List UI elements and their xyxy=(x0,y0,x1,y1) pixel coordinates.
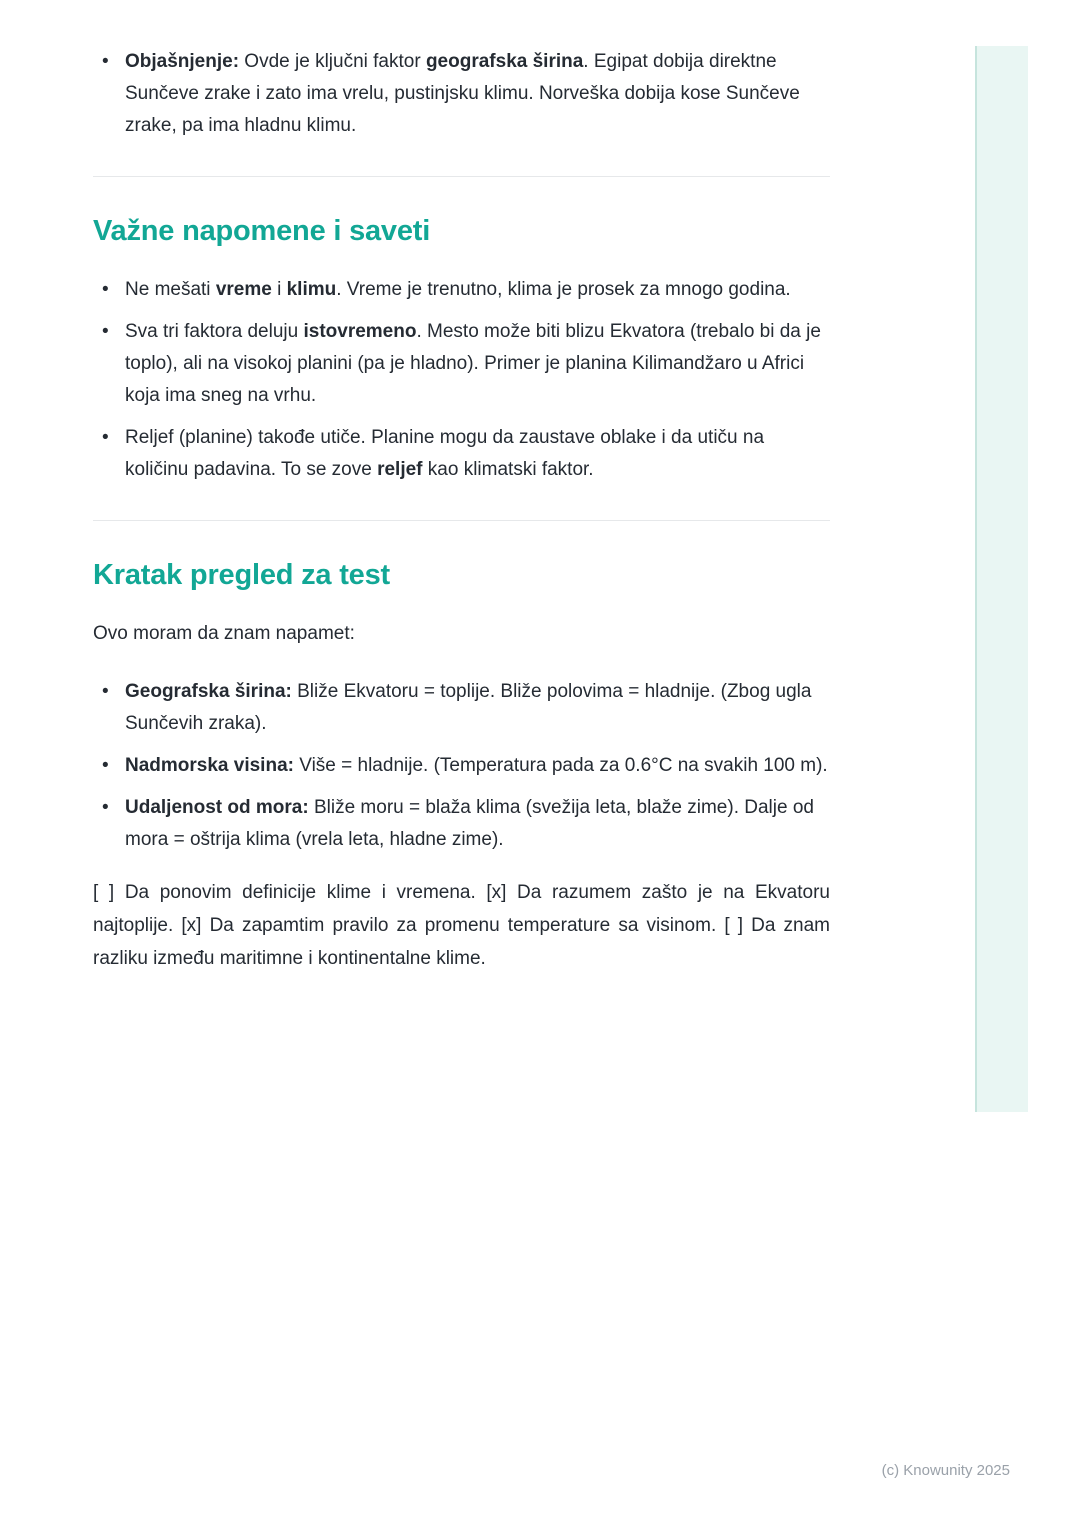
list-item: • Geografska širina: Bliže Ekvatoru = toplije. Bliže polovima = hladnije. (Zbog ugla Sunčevih zraka). xyxy=(93,676,830,740)
list-item: • Udaljenost od mora: Bliže moru = blaža klima (svežija leta, blaže zime). Dalje od mora = oštrija klima (vrela leta, hladne zime). xyxy=(93,792,830,856)
list-item: • Reljef (planine) takođe utiče. Planine mogu da zaustave oblake i da utiču na količinu padavina. To se zove reljef kao klimatski faktor. xyxy=(93,422,830,486)
document-content xyxy=(93,46,830,975)
list-item: • Ne mešati vreme i klimu. Vreme je trenutno, klima je prosek za mnogo godina. xyxy=(93,274,830,306)
footer-copyright: (c) Knowunity 2025 xyxy=(881,1462,1010,1479)
page-edge-strip xyxy=(975,46,1028,1112)
section-heading-vazne-napomene: Važne napomene i saveti xyxy=(93,215,431,247)
section-heading-kratak-pregled: Kratak pregled za test xyxy=(93,559,390,591)
list-item: • Objašnjenje: Ovde je ključni faktor geografska širina. Egipat dobija direktne Sunčeve zrake i zato ima vrelu, pustinjsku klimu. Norveška dobija kose Sunčeve zrake, pa ima hladnu klimu. xyxy=(93,46,830,142)
list-item: • Sva tri faktora deluju istovremeno. Mesto može biti blizu Ekvatora (trebalo bi da je toplo), ali na visokoj planini (pa je hladno). Primer je planina Kilimandžaro u Africi koja ima sneg na vrhu. xyxy=(93,316,830,412)
section-divider xyxy=(93,520,830,521)
notes-bullet-list xyxy=(93,274,830,486)
review-bullet-list xyxy=(93,676,830,856)
list-item: • Nadmorska visina: Više = hladnije. (Temperatura pada za 0.6°C na svakih 100 m). xyxy=(93,750,830,782)
section-divider xyxy=(93,176,830,177)
checklist-paragraph: [ ] Da ponovim definicije klime i vremena. [x] Da razumem zašto je na Ekvatoru najtoplije. [x] Da zapamtim pravilo za promenu temperature sa visinom. [ ] Da znam razliku između maritimne i kontinentalne klime. xyxy=(93,882,830,969)
intro-bullet-list xyxy=(93,46,830,142)
intro-paragraph: Ovo moram da znam napamet: xyxy=(93,623,355,644)
